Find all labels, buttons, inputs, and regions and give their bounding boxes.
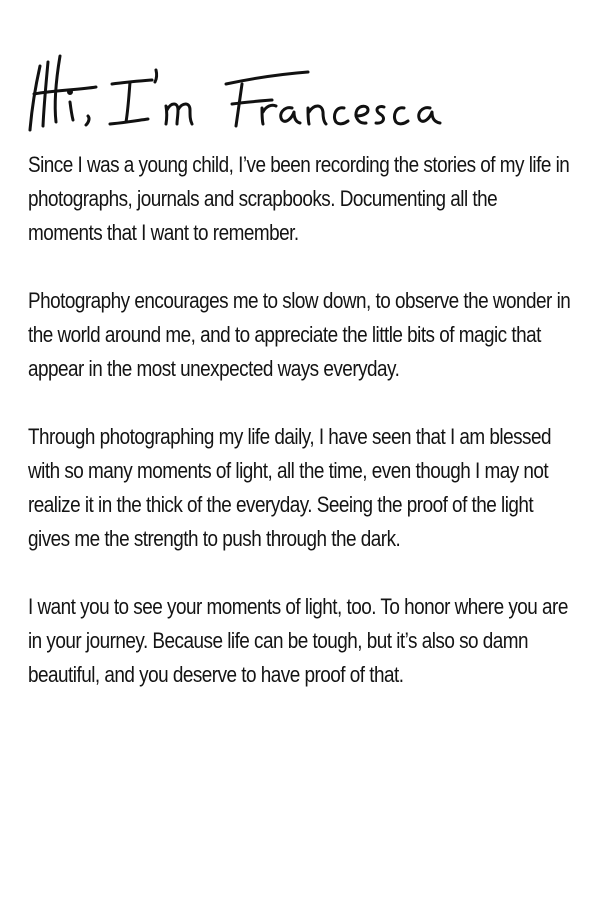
paragraph-3: Through photographing my life daily, I have seen that I am blessed with so many moments of light, all the time, even though I may not realize it in the thick of the everyday. Seeing the proof of the light gives me the strength to push through the dark. xyxy=(28,424,552,551)
handwritten-title-graphic xyxy=(26,44,446,134)
body-text xyxy=(28,148,576,692)
paragraph-2: Photography encourages me to slow down, to observe the wonder in the world around me, and to appreciate the little bits of magic that appear in the most unexpected ways everyday. xyxy=(28,288,571,381)
page-title xyxy=(26,44,446,134)
paragraph-1: Since I was a young child, I’ve been recording the stories of my life in photographs, journals and scrapbooks. Documenting all the moments that I want to remember. xyxy=(28,152,570,245)
paragraph-4: I want you to see your moments of light, too. To honor where you are in your journey. Because life can be tough, but it’s also so damn beautiful, and you deserve to have proof of that. xyxy=(28,594,568,687)
